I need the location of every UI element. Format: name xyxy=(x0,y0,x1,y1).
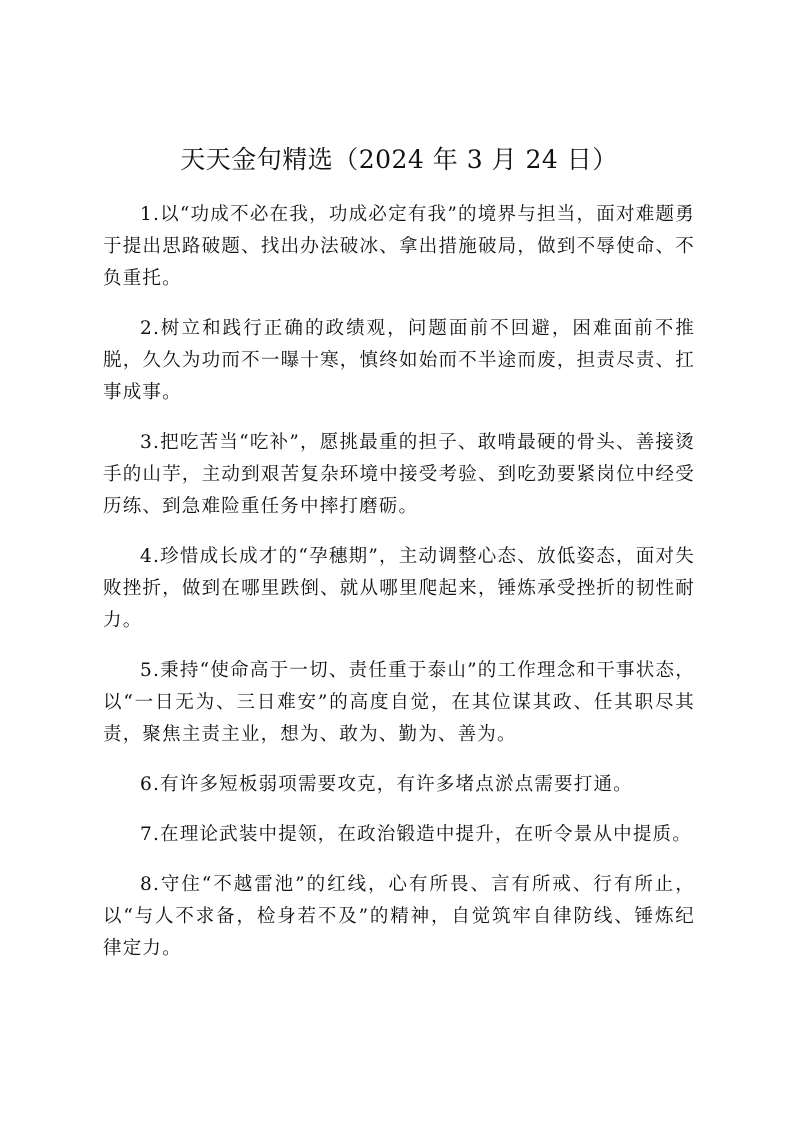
quote-paragraph-2: 2.树立和践行正确的政绩观，问题面前不回避，困难面前不推脱，久久为功而不一曝十寒，慎终如始而不半途而废，担责尽责、扛事成事。 xyxy=(103,318,695,403)
quote-paragraph-5: 5.秉持“使命高于一切、责任重于泰山”的工作理念和干事状态，以“一日无为、三日难安”的高度自觉，在其位谋其政、任其职尽其责，聚焦主责主业，想为、敢为、勤为、善为。 xyxy=(103,660,695,745)
quote-paragraph-6: 6.有许多短板弱项需要攻克，有许多堵点淤点需要打通。 xyxy=(140,774,633,795)
quote-paragraph-1: 1.以“功成不必在我，功成必定有我”的境界与担当，面对难题勇于提出思路破题、找出办法破冰、拿出措施破局，做到不辱使命、不负重托。 xyxy=(103,204,695,289)
quote-paragraph-8: 8.守住“不越雷池”的红线，心有所畏、言有所戒、行有所止，以“与人不求备，检身若不及”的精神，自觉筑牢自律防线、锤炼纪律定力。 xyxy=(103,874,695,959)
document-title: 天天金句精选（2024 年 3 月 24 日） xyxy=(180,145,618,174)
quote-paragraph-4: 4.珍惜成长成才的“孕穗期”，主动调整心态、放低姿态，面对失败挫折，做到在哪里跌倒、就从哪里爬起来，锤炼承受挫折的韧性耐力。 xyxy=(103,546,695,631)
quote-paragraph-3: 3.把吃苦当“吃补”，愿挑最重的担子、敢啃最硬的骨头、善接烫手的山芋，主动到艰苦复杂环境中接受考验、到吃劲要紧岗位中经受历练、到急难险重任务中摔打磨砺。 xyxy=(103,432,695,517)
quote-paragraph-7: 7.在理论武装中提领，在政治锻造中提升，在听令景从中提质。 xyxy=(140,824,692,845)
